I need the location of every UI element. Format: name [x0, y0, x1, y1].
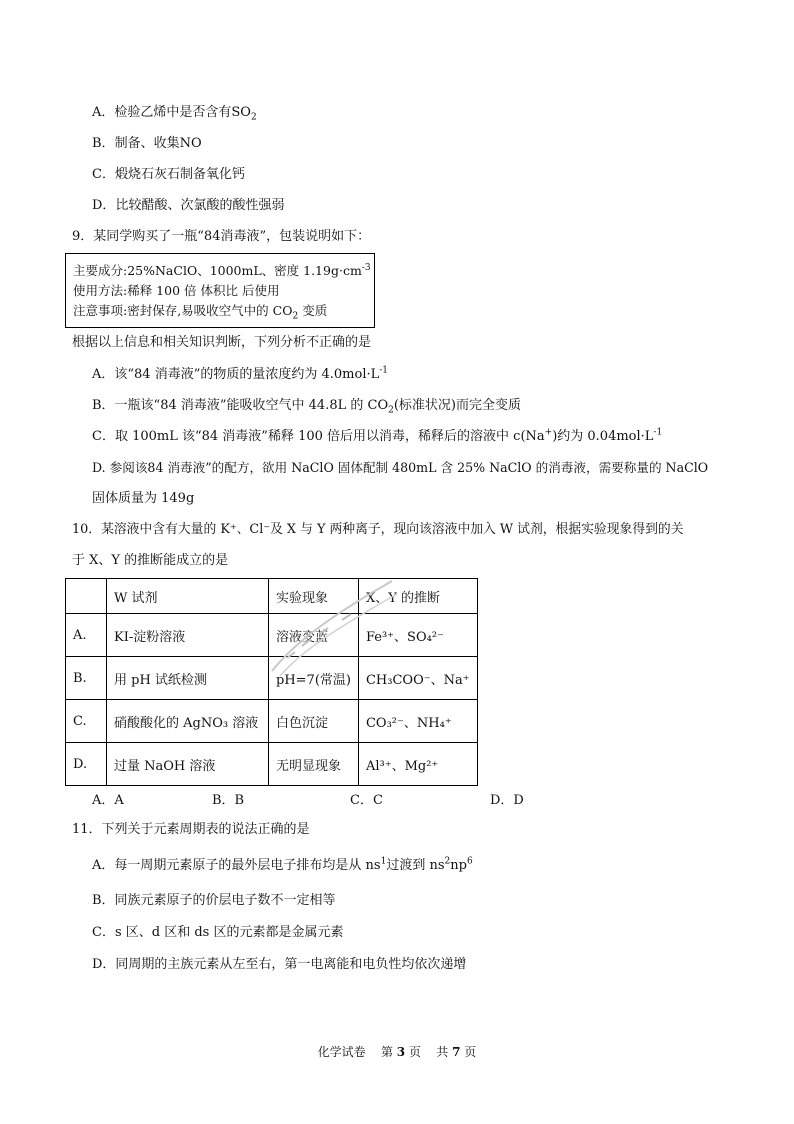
- text: 页: [408, 1045, 421, 1059]
- q9-option-a: [92, 366, 388, 384]
- q10-stem-line1: 10．某溶液中含有大量的 K⁺、Cl⁻及 X 与 Y 两种离子，现向该溶液中加入 W 试剂，根据实验现象得到的关: [72, 522, 684, 537]
- table-row: [66, 700, 478, 743]
- header-cell: 实验现象: [269, 579, 359, 614]
- phenomenon-cell: pH=7(常温): [269, 657, 359, 700]
- q10-answer-b: B．B: [212, 793, 245, 808]
- text: 共: [436, 1045, 449, 1059]
- inference-cell: CH₃COO⁻、Na⁺: [358, 657, 477, 700]
- option-text: 制备、收集NO: [114, 136, 202, 151]
- table-row: [66, 743, 478, 786]
- reagent-cell: KI-淀粉溶液: [107, 614, 269, 657]
- text: 变质: [298, 303, 328, 318]
- q9-option-d-line1: D. 参阅该84 消毒液”的配方，欲用 NaClO 固体配制 480mL 含 25% NaClO 的消毒液，需要称量的 NaClO: [92, 460, 709, 475]
- option-label: D．: [92, 198, 116, 213]
- reagent-cell: 硝酸酸化的 AgNO₃ 溶液: [107, 700, 269, 743]
- q11-option-c: C．s 区、d 区和 ds 区的元素都是金属元素: [92, 925, 344, 940]
- text: 注意事项:密封保存,易吸收空气中的 CO: [73, 303, 293, 318]
- superscript: 1: [380, 856, 387, 867]
- superscript: -1: [653, 427, 663, 438]
- box-line-2: 使用方法:稀释 100 倍 体积比 后使用: [73, 283, 280, 298]
- q8-option-b: [92, 135, 202, 153]
- inference-cell: CO₃²⁻、NH₄⁺: [358, 700, 477, 743]
- row-label: C.: [66, 700, 107, 743]
- text: A．该“84 消毒液”的物质的量浓度约为 4.0mol·L: [92, 367, 380, 382]
- superscript: +: [544, 427, 553, 438]
- row-label: B.: [66, 657, 107, 700]
- q10-answer-a: A．A: [92, 793, 124, 808]
- row-label: A.: [66, 614, 107, 657]
- subscript: 2: [388, 405, 394, 416]
- subscript: 2: [292, 311, 299, 322]
- superscript: 6: [466, 856, 473, 867]
- phenomenon-cell: 白色沉淀: [269, 700, 359, 743]
- option-label: C．: [92, 167, 115, 182]
- q9-label-box: [65, 253, 375, 328]
- box-line-3: [73, 302, 327, 320]
- page-number: 3: [396, 1045, 406, 1059]
- q11-option-b: B．同族元素原子的价层电子数不一定相等: [92, 893, 336, 908]
- superscript: -1: [379, 365, 389, 376]
- text: B．一瓶该“84 消毒液”能吸收空气中 44.8L 的 CO: [92, 398, 389, 413]
- option-text: 煅烧石灰石制备氧化钙: [114, 167, 245, 182]
- q11-stem: 11．下列关于元素周期表的说法正确的是: [72, 822, 310, 837]
- header-cell: X、Y 的推断: [358, 579, 477, 614]
- q9-option-d-line2: 固体质量为 149g: [92, 491, 195, 506]
- text: C．取 100mL 该“84 消毒液”稀释 100 倍后用以消毒，稀释后的溶液中 c(Na: [92, 429, 545, 444]
- inference-cell: Al³⁺、Mg²⁺: [358, 743, 477, 786]
- watermark-stamp-icon: [262, 576, 402, 686]
- text: 页: [464, 1045, 477, 1059]
- option-text: 比较醋酸、次氯酸的酸性强弱: [115, 198, 285, 213]
- option-label: A．: [92, 105, 115, 120]
- q9-question: 根据以上信息和相关知识判断，下列分析不正确的是: [72, 335, 372, 350]
- row-label: D.: [66, 743, 107, 786]
- subscript: 2: [250, 112, 257, 123]
- page-footer: [0, 1043, 794, 1060]
- q10-stem-line2: 于 X、Y 的推断能成立的是: [72, 553, 229, 568]
- q8-option-a: [92, 104, 257, 122]
- superscript: 2: [444, 856, 451, 867]
- option-label: B．: [92, 136, 115, 151]
- header-cell: [66, 579, 107, 614]
- text: A．每一周期元素原子的最外层电子排布均是从 ns: [92, 858, 381, 873]
- page-total: 7: [452, 1045, 461, 1059]
- inference-cell: Fe³⁺、SO₄²⁻: [358, 614, 477, 657]
- q8-option-c: [92, 166, 245, 184]
- phenomenon-cell: 溶液变蓝: [269, 614, 359, 657]
- reagent-cell: 用 pH 试纸检测: [107, 657, 269, 700]
- text: np: [450, 858, 467, 873]
- phenomenon-cell: 无明显现象: [269, 743, 359, 786]
- subject: 化学试卷: [317, 1045, 366, 1059]
- q9-stem: 9．某同学购买了一瓶“84消毒液”，包装说明如下：: [72, 229, 371, 244]
- superscript: -3: [361, 262, 371, 273]
- q9-option-c: [92, 428, 662, 446]
- text: 第: [380, 1045, 393, 1059]
- text: (标准状况)而完全变质: [393, 398, 521, 413]
- text: 主要成分:25%NaClO、1000mL、密度 1.19g·cm: [73, 263, 362, 278]
- text: )约为 0.04mol·L: [552, 429, 654, 444]
- option-text: 检验乙烯中是否含有SO: [114, 105, 251, 120]
- q10-answer-d: D．D: [490, 793, 524, 808]
- reagent-cell: 过量 NaOH 溶液: [107, 743, 269, 786]
- q9-option-b: [92, 397, 521, 415]
- q8-option-d: [92, 197, 284, 215]
- q11-option-a: [92, 857, 473, 875]
- q10-answer-c: C．C: [350, 793, 383, 808]
- box-line-1: [73, 262, 371, 280]
- header-cell: W 试剂: [107, 579, 269, 614]
- q11-option-d: D．同周期的主族元素从左至右，第一电离能和电负性均依次递增: [92, 957, 467, 972]
- text: 过渡到 ns: [386, 858, 445, 873]
